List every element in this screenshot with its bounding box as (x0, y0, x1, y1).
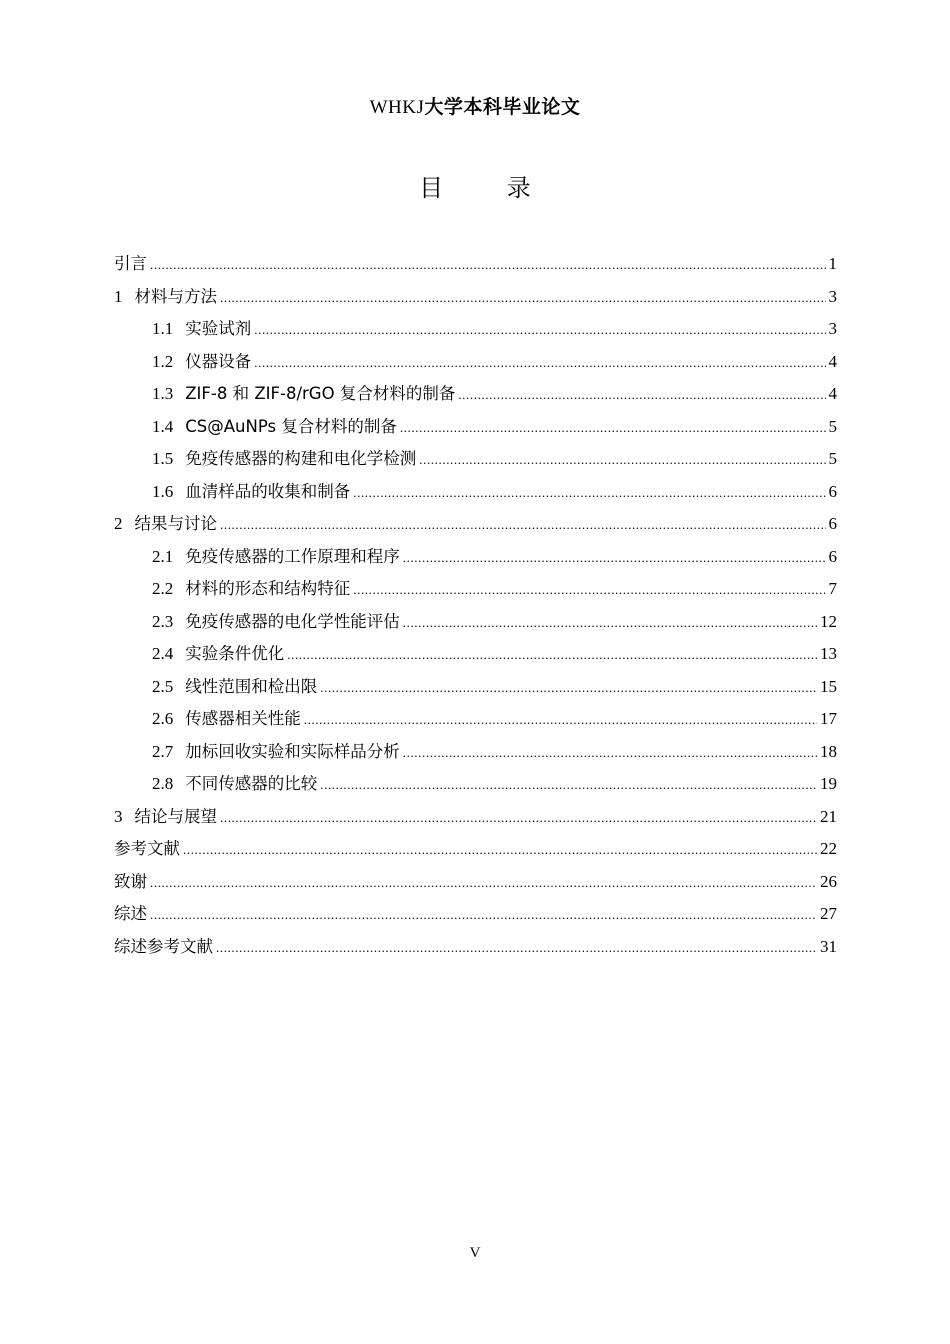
toc-entry-number: 1.3 (152, 384, 174, 403)
toc-entry-page: 5 (828, 449, 837, 468)
toc-entry-label: 实验条件优化 (185, 644, 285, 663)
toc-entry[interactable] (114, 736, 837, 769)
toc-dot-leader (254, 347, 825, 380)
toc-entry-page: 7 (828, 579, 837, 598)
toc-entry-page: 27 (820, 904, 837, 923)
toc-dot-leader (458, 379, 825, 412)
toc-dot-leader (403, 542, 826, 575)
toc-entry-label: 线性范围和检出限 (185, 676, 318, 696)
toc-entry[interactable] (114, 801, 837, 834)
toc-entry-page: 1 (828, 254, 837, 273)
toc-entry-number: 1.1 (152, 319, 174, 338)
toc-entry-page: 4 (828, 351, 837, 371)
toc-entry-page: 22 (820, 839, 837, 858)
toc-entry-number: 3 (114, 806, 123, 826)
toc-dot-leader (220, 282, 826, 315)
toc-entry-page: 6 (828, 514, 837, 533)
toc-dot-leader (419, 444, 825, 477)
toc-entry[interactable] (114, 411, 837, 444)
toc-entry-page: 3 (828, 286, 837, 306)
toc-entry[interactable] (114, 281, 837, 314)
toc-dot-leader (403, 607, 817, 640)
toc-entry-page: 3 (828, 319, 837, 338)
toc-entry-number: 2.6 (152, 709, 174, 728)
toc-dot-leader (353, 574, 825, 607)
toc-entry-page: 21 (820, 806, 837, 826)
toc-entry-page: 31 (820, 936, 837, 956)
toc-entry-number: 2.3 (152, 611, 174, 631)
toc-entry-label: 免疫传感器的工作原理和程序 (185, 546, 400, 566)
toc-entry-number: 1.5 (152, 449, 174, 468)
toc-entry-number: 1 (114, 286, 123, 306)
toc-entry[interactable] (114, 833, 837, 866)
toc-entry-label: 综述参考文献 (114, 936, 213, 956)
toc-entry-page: 18 (820, 741, 837, 761)
toc-entry-number: 1.2 (152, 351, 174, 371)
toc-entry[interactable] (114, 768, 837, 801)
toc-entry[interactable] (114, 248, 837, 281)
toc-dot-leader (150, 249, 826, 282)
toc-entry[interactable] (114, 638, 837, 671)
toc-entry[interactable] (114, 541, 837, 574)
toc-entry-label: 仪器设备 (185, 351, 252, 371)
toc-entry[interactable] (114, 573, 837, 606)
toc-dot-leader (304, 704, 817, 737)
toc-entry-label: ZIF-8 和 ZIF-8/rGO 复合材料的制备 (185, 384, 456, 403)
toc-entry-number: 2.4 (152, 644, 174, 663)
toc-entry-number: 2 (114, 514, 123, 533)
toc-entry[interactable] (114, 931, 837, 964)
toc-title: 目 录 (419, 174, 559, 202)
toc-entry-label: 加标回收实验和实际样品分析 (185, 741, 400, 761)
toc-entry-label: 材料与方法 (134, 286, 217, 306)
toc-dot-leader (216, 932, 817, 965)
toc-entry-number: 2.8 (152, 774, 174, 793)
toc-entry-label: 免疫传感器的构建和电化学检测 (185, 449, 417, 468)
toc-entry[interactable] (114, 606, 837, 639)
toc-entry-number: 1.6 (152, 481, 174, 501)
toc-entry[interactable] (114, 508, 837, 541)
toc-dot-leader (320, 769, 817, 802)
toc-dot-leader (353, 477, 825, 510)
toc-entry-label: CS@AuNPs 复合材料的制备 (185, 416, 397, 436)
toc-entry-page: 12 (820, 611, 837, 631)
toc-entry-number: 2.2 (152, 579, 174, 598)
toc-entry-page: 5 (828, 416, 837, 436)
toc-dot-leader (287, 639, 817, 672)
header-university-code: WHKJ (369, 97, 425, 118)
toc-entry-label: 综述 (114, 904, 147, 923)
toc-dot-leader (220, 509, 826, 542)
toc-entry-number: 2.1 (152, 546, 174, 566)
page-number: V (469, 1245, 481, 1261)
toc-dot-leader (254, 314, 825, 347)
toc-entry[interactable] (114, 378, 837, 411)
toc-entry-page: 6 (828, 546, 837, 566)
toc-entry-page: 13 (820, 644, 837, 663)
toc-entry-label: 致谢 (114, 871, 147, 891)
table-of-contents (114, 248, 837, 963)
toc-entry-number: 2.7 (152, 741, 174, 761)
toc-entry-page: 15 (820, 676, 837, 696)
toc-entry-label: 参考文献 (114, 839, 180, 858)
toc-entry-page: 19 (820, 774, 837, 793)
toc-entry-label: 免疫传感器的电化学性能评估 (185, 611, 400, 631)
toc-entry-label: 不同传感器的比较 (185, 774, 318, 793)
running-header (0, 92, 950, 119)
header-title: 大学本科毕业论文 (424, 96, 581, 118)
toc-entry-label: 材料的形态和结构特征 (185, 579, 351, 598)
toc-dot-leader (400, 412, 826, 445)
toc-entry-page: 4 (828, 384, 837, 403)
toc-entry-label: 结果与讨论 (134, 514, 217, 533)
toc-dot-leader (150, 867, 817, 900)
toc-dot-leader (150, 899, 817, 932)
toc-entry[interactable] (114, 671, 837, 704)
toc-entry-label: 血清样品的收集和制备 (185, 481, 351, 501)
toc-dot-leader (403, 737, 817, 770)
toc-entry-page: 17 (820, 709, 837, 728)
toc-entry[interactable] (114, 898, 837, 931)
toc-entry[interactable] (114, 443, 837, 476)
toc-entry-number: 1.4 (152, 416, 174, 436)
toc-entry[interactable] (114, 703, 837, 736)
toc-entry[interactable] (114, 346, 837, 379)
toc-entry-page: 26 (820, 871, 837, 891)
toc-entry-number: 2.5 (152, 676, 174, 696)
toc-entry-label: 结论与展望 (134, 806, 217, 826)
toc-entry-label: 引言 (114, 254, 147, 273)
toc-entry-label: 实验试剂 (185, 319, 252, 338)
toc-entry[interactable] (114, 866, 837, 899)
toc-dot-leader (320, 672, 817, 705)
toc-entry[interactable] (114, 313, 837, 346)
toc-entry[interactable] (114, 476, 837, 509)
toc-entry-page: 6 (828, 481, 837, 501)
toc-dot-leader (220, 802, 817, 835)
toc-dot-leader (183, 834, 817, 867)
toc-entry-label: 传感器相关性能 (185, 709, 301, 728)
